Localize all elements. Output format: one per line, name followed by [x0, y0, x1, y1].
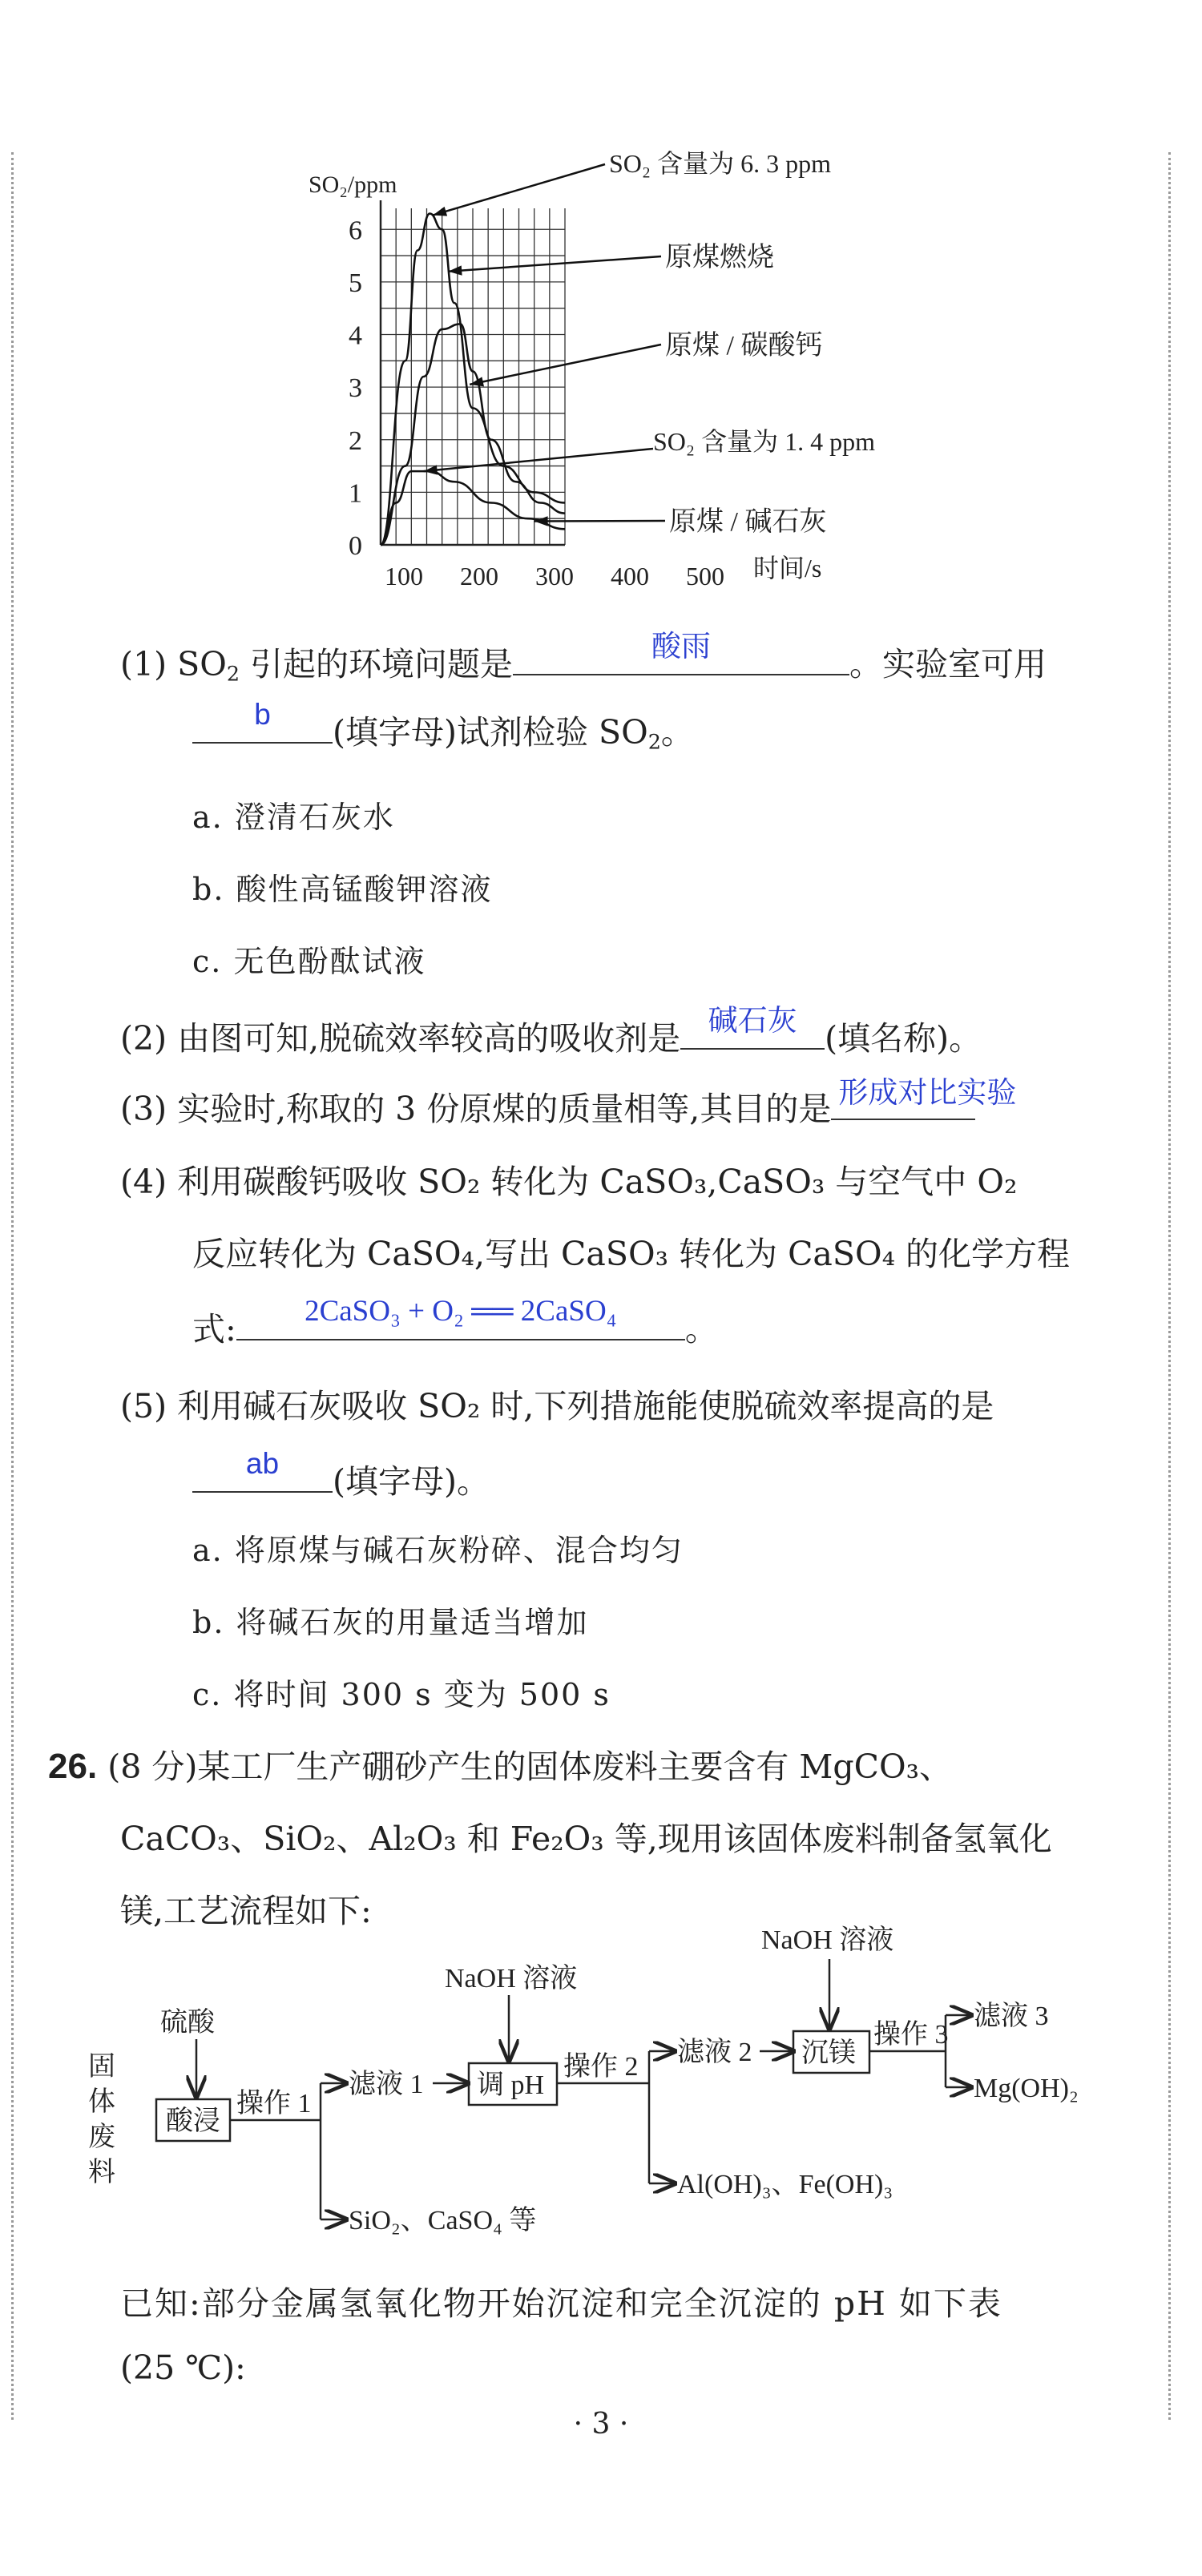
annotation-arrow-peak3 — [424, 449, 653, 471]
y-tick-label: 5 — [349, 268, 362, 298]
x-tick-label: 400 — [611, 562, 649, 591]
known-line2: (25 ℃): — [120, 2348, 246, 2387]
q1-blank2[interactable] — [192, 698, 333, 744]
q2-line — [120, 1004, 982, 1062]
flow-leach: 酸浸 — [166, 2106, 220, 2136]
q5-option-b: b. 将碱石灰的用量适当增加 — [192, 1605, 589, 1640]
q3-blank[interactable] — [831, 1076, 1017, 1120]
x-tick-label: 200 — [460, 562, 498, 591]
q26-line3: 镁,工艺流程如下: — [120, 1892, 372, 1930]
q1-line1: (1) $SO_2$ 引起的环境问题是 酸雨 。实验室可用 — [120, 637, 1047, 697]
annotation-arrow-peak1-head — [433, 207, 447, 216]
q5-answer: ab — [245, 1447, 280, 1480]
q1-option-b: b. 酸性高锰酸钾溶液 — [192, 872, 493, 907]
flow-naoh2: NaOH 溶液 — [761, 1925, 894, 1955]
known-line1: 已知:部分金属氢氧化物开始沉淀和完全沉淀的 pH 如下表 — [120, 2284, 1002, 2323]
flow-precip2: Al(OH)₃、Fe(OH)₃ — [677, 2170, 893, 2199]
q4-answer: 2CaSO₃ + O₂ ══ 2CaSO₄ — [305, 1295, 617, 1328]
left-margin-guide — [11, 152, 14, 2420]
right-margin-guide — [1168, 152, 1171, 2420]
y-axis-label: SO₂/ppm — [309, 171, 397, 198]
flow-filtrate1: 滤液 1 — [349, 2070, 424, 2099]
flow-filtrate2: 滤液 2 — [677, 2038, 752, 2067]
x-tick-label: 100 — [385, 562, 423, 591]
q5-line1: (5) 利用碱石灰吸收 SO₂ 时,下列措施能使脱硫效率提高的是 — [120, 1387, 994, 1425]
flow-raw-char: 体 — [88, 2087, 115, 2117]
flow-naoh1: NaOH 溶液 — [445, 1964, 578, 1993]
flow-raw-char: 废 — [88, 2122, 115, 2152]
q1-option-c: c. 无色酚酞试液 — [192, 944, 426, 979]
q26-line1 — [48, 1743, 952, 1791]
q3-text: (3) 实验时,称取的 3 份原煤的质量相等,其目的是 — [120, 1090, 832, 1128]
q3-answer: 形成对比实验 — [838, 1076, 1017, 1109]
process-flow-diagram — [72, 1923, 1162, 2243]
flow-filtrate3: 滤液 3 — [974, 2002, 1049, 2031]
flow-op1: 操作 1 — [236, 2089, 312, 2118]
q1-line2: b (填字母)试剂检验 $SO_2$。 — [192, 705, 694, 765]
flow-raw-char: 料 — [88, 2158, 115, 2187]
q26-text1: (8 分)某工厂生产硼砂产生的固体废料主要含有 MgCO₃、 — [107, 1748, 953, 1786]
svg-text:固体废料 — [88, 2052, 115, 2187]
q4-blank[interactable] — [236, 1295, 685, 1340]
q2-text: (2) 由图可知,脱硫效率较高的吸收剂是 — [120, 1019, 681, 1058]
q26-number: 26. — [48, 1747, 98, 1786]
q5-line2 — [192, 1447, 490, 1506]
q26-line2: CaCO₃、SiO₂、Al₂O₃ 和 Fe₂O₃ 等,现用该固体废料制备氢氧化 — [120, 1820, 1052, 1858]
x-tick-label: 300 — [535, 562, 574, 591]
q4-line2: 反应转化为 CaSO₄,写出 CaSO₃ 转化为 CaSO₄ 的化学方程 — [192, 1235, 1071, 1273]
q4-line1: (4) 利用碳酸钙吸收 SO₂ 转化为 CaSO₃,CaSO₃ 与空气中 O₂ — [120, 1163, 1018, 1201]
so2-chart — [288, 128, 1010, 609]
flow-raw-char: 固 — [88, 2052, 115, 2082]
chart-grid — [381, 208, 565, 545]
annotation-label3: 原煤 / 碱石灰 — [669, 507, 827, 537]
y-tick-label: 1 — [349, 478, 362, 509]
flow-raw-material — [88, 2052, 115, 2187]
y-tick-label: 4 — [349, 320, 362, 351]
q4-end: 。 — [684, 1310, 718, 1348]
annotation-arrow-1 — [448, 256, 661, 272]
annotation-label2: 原煤 / 碳酸钙 — [665, 331, 823, 361]
q5-blank[interactable] — [192, 1447, 333, 1493]
flow-op2: 操作 2 — [563, 2052, 639, 2082]
q4-line3 — [192, 1295, 718, 1353]
q2-tail: (填名称)。 — [825, 1019, 982, 1058]
annotation-peak1: SO₂ 含量为 6. 3 ppm — [609, 149, 831, 178]
q2-answer: 碱石灰 — [708, 1004, 797, 1037]
y-tick-label: 0 — [349, 531, 362, 561]
flow-product: Mg(OH)₂ — [974, 2074, 1079, 2103]
x-tick-label: 500 — [686, 562, 724, 591]
q1-blank1[interactable] — [513, 630, 849, 675]
flow-solid1: SiO₂、CaSO₄ 等 — [349, 2206, 537, 2235]
q2-blank[interactable] — [680, 1004, 825, 1050]
q5-tail: (填字母)。 — [333, 1462, 490, 1501]
chart-annotations — [424, 149, 875, 537]
annotation-arrow-peak1 — [433, 164, 605, 216]
annotation-peak3: SO₂ 含量为 1. 4 ppm — [653, 427, 875, 456]
q1-suffix: 。实验室可用 — [849, 645, 1047, 683]
q1-option-a: a. 澄清石灰水 — [192, 800, 395, 835]
q1-answer1: 酸雨 — [651, 630, 712, 663]
flow-mg-precip: 沉镁 — [801, 2038, 856, 2068]
flow-acid: 硫酸 — [160, 2008, 215, 2038]
annotation-arrow-3-head — [534, 516, 548, 526]
y-tick-label: 6 — [349, 216, 362, 246]
flow-op3: 操作 3 — [873, 2020, 949, 2050]
q1-mid: 引起的环境问题是 — [239, 645, 514, 683]
q5-option-c: c. 将时间 300 s 变为 500 s — [192, 1677, 611, 1712]
q1-prefix: (1) SO — [120, 645, 227, 683]
y-tick-label: 3 — [349, 373, 362, 404]
q5-option-a: a. 将原煤与碱石灰粉碎、混合均匀 — [192, 1533, 684, 1568]
x-axis-label: 时间/s — [753, 554, 822, 583]
q1-answer2: b — [254, 698, 271, 731]
q3-line — [120, 1076, 1017, 1133]
q4-prefix: 式: — [192, 1310, 236, 1348]
annotation-label1: 原煤燃烧 — [665, 243, 774, 272]
q1-end: 。 — [660, 713, 694, 752]
q1-line2-tail: (填字母)试剂检验 SO — [333, 713, 648, 752]
y-tick-label: 2 — [349, 425, 362, 456]
page-number: · 3 · — [573, 2408, 629, 2441]
flow-adjust-ph: 调 pH — [477, 2070, 545, 2100]
